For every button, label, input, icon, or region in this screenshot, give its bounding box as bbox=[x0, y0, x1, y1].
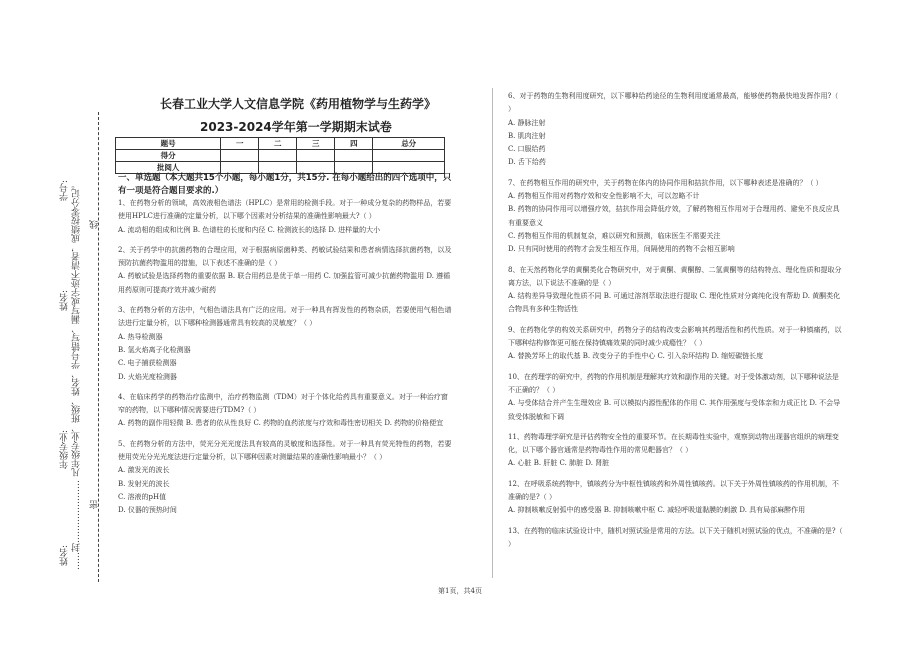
question-block bbox=[508, 371, 843, 424]
question-block bbox=[508, 431, 843, 471]
answer-option[interactable]: A. 药物相互作用对药物疗效和安全性影响不大，可以忽略不计 bbox=[508, 192, 700, 201]
score-row bbox=[116, 150, 445, 162]
answer-option[interactable]: A. 热导检测器 bbox=[118, 332, 163, 341]
question-stem: 2、关于药学中的抗菌药物的合理应用，对于根据病原菌种类、药敏试验结果和患者病情选择抗菌药物，以及预防抗菌药物滥用的措施，以下表述不准确的是（ ） bbox=[118, 245, 452, 268]
score-cell[interactable] bbox=[221, 150, 259, 162]
score-table-header bbox=[116, 138, 445, 150]
answer-option[interactable]: C. 溶液的pH值 bbox=[118, 492, 167, 501]
score-header-cell: 三 bbox=[297, 138, 335, 150]
question-stem: 13、在药物的临床试验设计中，随机对照试验是常用的方法。以下关于随机对照试验的优点，不准确的是?（ ） bbox=[508, 526, 843, 548]
question-block bbox=[508, 478, 843, 518]
question-stem: 8、在天然药物化学的黄酮类化合物研究中，对于黄酮、黄酮醇、二氢黄酮等的结构特点、理化性质和提取分离方法，以下说法不准确的是（ ） bbox=[508, 265, 842, 287]
score-cell[interactable] bbox=[297, 150, 335, 162]
question-block bbox=[508, 177, 843, 257]
binding-warning: ……封………………… 凡年级专业、班级、姓名、学号错写、漏写或字迹不清者，成绩按零分记。 bbox=[72, 180, 82, 570]
score-header-cell: 四 bbox=[335, 138, 373, 150]
score-cell[interactable] bbox=[373, 150, 445, 162]
question-block bbox=[118, 438, 453, 518]
grade-major-label: 年级专业: bbox=[60, 430, 70, 470]
question-stem: 3、在药物分析的方法中，气相色谱法具有广泛的应用。对于一种具有挥发性的药物杂质，若要使用气相色谱法进行定量分析，以下哪种检测器通常具有较高的灵敏度？（ ） bbox=[118, 306, 452, 328]
name-label: 姓名: bbox=[60, 290, 70, 312]
answer-option[interactable]: A. 药物的副作用轻微 B. 患者的依从性良好 C. 药物的血药浓度与疗效和毒性密切相关 D. 药物的价格便宜 bbox=[118, 419, 444, 428]
column-divider bbox=[492, 88, 493, 578]
answer-option[interactable]: A. 抑制咳嗽反射弧中的感受器 B. 抑制咳嗽中枢 C. 减轻呼吸道黏膜的刺激 D. 具有局部麻醉作用 bbox=[508, 506, 806, 515]
question-block bbox=[508, 264, 843, 317]
score-cell[interactable] bbox=[335, 150, 373, 162]
left-questions bbox=[118, 197, 453, 525]
answer-option[interactable]: A. 流动相的组成和比例 B. 色谱柱的长度和内径 C. 检测波长的选择 D. 进样量的大小 bbox=[118, 225, 381, 234]
answer-option[interactable]: C. 口服给药 bbox=[508, 145, 546, 154]
student-id-label: 学号: bbox=[60, 180, 70, 202]
answer-option[interactable]: C. 电子捕获检测器 bbox=[118, 359, 177, 368]
page-number: 第1页，共4页 bbox=[438, 587, 482, 595]
binding-line-mark: 线 bbox=[90, 220, 100, 229]
question-block bbox=[508, 90, 843, 170]
answer-option[interactable]: B. 氢火焰离子化检测器 bbox=[118, 345, 191, 354]
answer-option[interactable]: A. 心脏 B. 肝脏 C. 肺脏 D. 肾脏 bbox=[508, 459, 610, 468]
answer-option[interactable]: D. 火焰光度检测器 bbox=[118, 372, 177, 381]
section-heading: 一、单选题（本大题共15个小题，每小题1分，共15分. 在每小题给出的四个选项中，只有一项是符合题目要求的.） bbox=[118, 173, 452, 196]
question-block bbox=[118, 304, 453, 384]
student-name-label: 姓名: bbox=[60, 545, 70, 567]
question-stem: 1、在药物分析的领域，高效液相色谱法（HPLC）是常用的检测手段。对于一种成分复杂的药物样品，若要使用HPLC进行准确的定量分析，以下哪个因素对分析结果的准确性影响最大?（ ） bbox=[118, 199, 452, 221]
score-table bbox=[115, 137, 445, 174]
score-header-cell: 总分 bbox=[373, 138, 445, 150]
answer-option[interactable]: D. 舌下给药 bbox=[508, 158, 546, 167]
score-header-cell: 二 bbox=[259, 138, 297, 150]
score-cell[interactable] bbox=[259, 150, 297, 162]
right-questions bbox=[508, 90, 843, 558]
question-stem: 7、在药物相互作用的研究中，关于药物在体内的协同作用和拮抗作用，以下哪种表述是准确的？（ ） bbox=[508, 178, 823, 187]
answer-option[interactable]: C. 药物相互作用的机制复杂，难以研究和预测，临床医生不需要关注 bbox=[508, 231, 721, 240]
question-block bbox=[508, 525, 843, 552]
answer-option[interactable]: A. 与受体结合并产生生理效应 B. 可以模拟内源性配体的作用 C. 其作用强度与受体亲和力成正比 D. 不会导致受体脱敏和下调 bbox=[508, 399, 841, 421]
score-header-cell: 题号 bbox=[116, 138, 221, 150]
answer-option[interactable]: A. 替换芳环上的取代基 B. 改变分子的手性中心 C. 引入杂环结构 D. 缩短碳链长度 bbox=[508, 352, 764, 361]
answer-option[interactable]: D. 仪器的预热时间 bbox=[118, 506, 177, 515]
answer-option[interactable]: D. 只有同时使用的药物才会发生相互作用，间隔使用的药物不会相互影响 bbox=[508, 245, 735, 254]
question-stem: 10、在药理学的研究中，药物的作用机制是理解其疗效和副作用的关键。对于受体激动剂，以下哪种说法是不正确的？（ ） bbox=[508, 372, 839, 394]
binding-line bbox=[98, 112, 99, 582]
answer-option[interactable]: A. 药敏试验是选择药物的重要依据 B. 联合用药总是优于单一用药 C. 加强监管可减少抗菌药物滥用 D. 遵循用药原则可提高疗效并减少耐药 bbox=[118, 272, 451, 294]
score-header-cell: 一 bbox=[221, 138, 259, 150]
question-stem: 9、在药物化学的构效关系研究中，药物分子的结构改变会影响其药理活性和药代性质。对于一种镇痛药，以下哪种结构修饰更可能在保持镇痛效果的同时减少成瘾性？（ ） bbox=[508, 325, 842, 348]
score-row-label: 得分 bbox=[116, 150, 221, 162]
question-stem: 5、在药物分析的方法中，荧光分光光度法具有较高的灵敏度和选择性。对于一种具有荧光特性的药物，若要使用荧光分光光度法进行定量分析，以下哪种因素对测量结果的准确性影响最小？（ ） bbox=[118, 439, 452, 462]
question-stem: 11、药物毒理学研究是评估药物安全性的重要环节。在长期毒性实验中，观察到动物出现器官组织的病理变化，以下哪个器官通常是药物毒性作用的常见靶器官？（ ） bbox=[508, 432, 839, 455]
question-block bbox=[118, 391, 453, 431]
answer-option[interactable]: A. 结构差异导致理化性质不同 B. 可通过溶剂萃取法进行提取 C. 理化性质对分离纯化没有帮助 D. 黄酮类化合物具有多种生物活性 bbox=[508, 292, 841, 314]
answer-option[interactable]: B. 发射光的波长 bbox=[118, 479, 170, 488]
answer-option[interactable]: A. 激发光的波长 bbox=[118, 466, 170, 475]
question-stem: 12、在呼吸系统药物中，镇咳药分为中枢性镇咳药和外周性镇咳药。以下关于外周性镇咳药的作用机制，不准确的是?（ ） bbox=[508, 479, 839, 502]
answer-option[interactable]: A. 静脉注射 bbox=[508, 118, 546, 127]
question-block bbox=[118, 197, 453, 237]
question-block bbox=[508, 324, 843, 364]
exam-subtitle: 2023-2024学年第一学期期末试卷 bbox=[200, 120, 392, 134]
question-stem: 4、在临床药学的药物治疗监测中，治疗药物监测（TDM）对于个体化给药具有重要意义。对于一种治疗窗窄的药物，以下哪种情况需要进行TDM?（ ） bbox=[118, 392, 448, 415]
exam-title: 长春工业大学人文信息学院《药用植物学与生药学》 bbox=[160, 97, 437, 111]
question-stem: 6、对于药物的生物利用度研究，以下哪种给药途径的生物利用度通常最高，能够使药物最快地发挥作用?（ ） bbox=[508, 92, 839, 114]
question-block bbox=[118, 244, 453, 297]
answer-option[interactable]: B. 肌肉注射 bbox=[508, 131, 546, 140]
grader-row-label: 批阅人 bbox=[116, 162, 221, 174]
answer-option[interactable]: B. 药物的协同作用可以增强疗效，拮抗作用会降低疗效，了解药物相互作用对于合理用药、避免不良反应具有重要意义 bbox=[508, 205, 840, 227]
binding-seal-mark: 密 bbox=[90, 500, 100, 509]
